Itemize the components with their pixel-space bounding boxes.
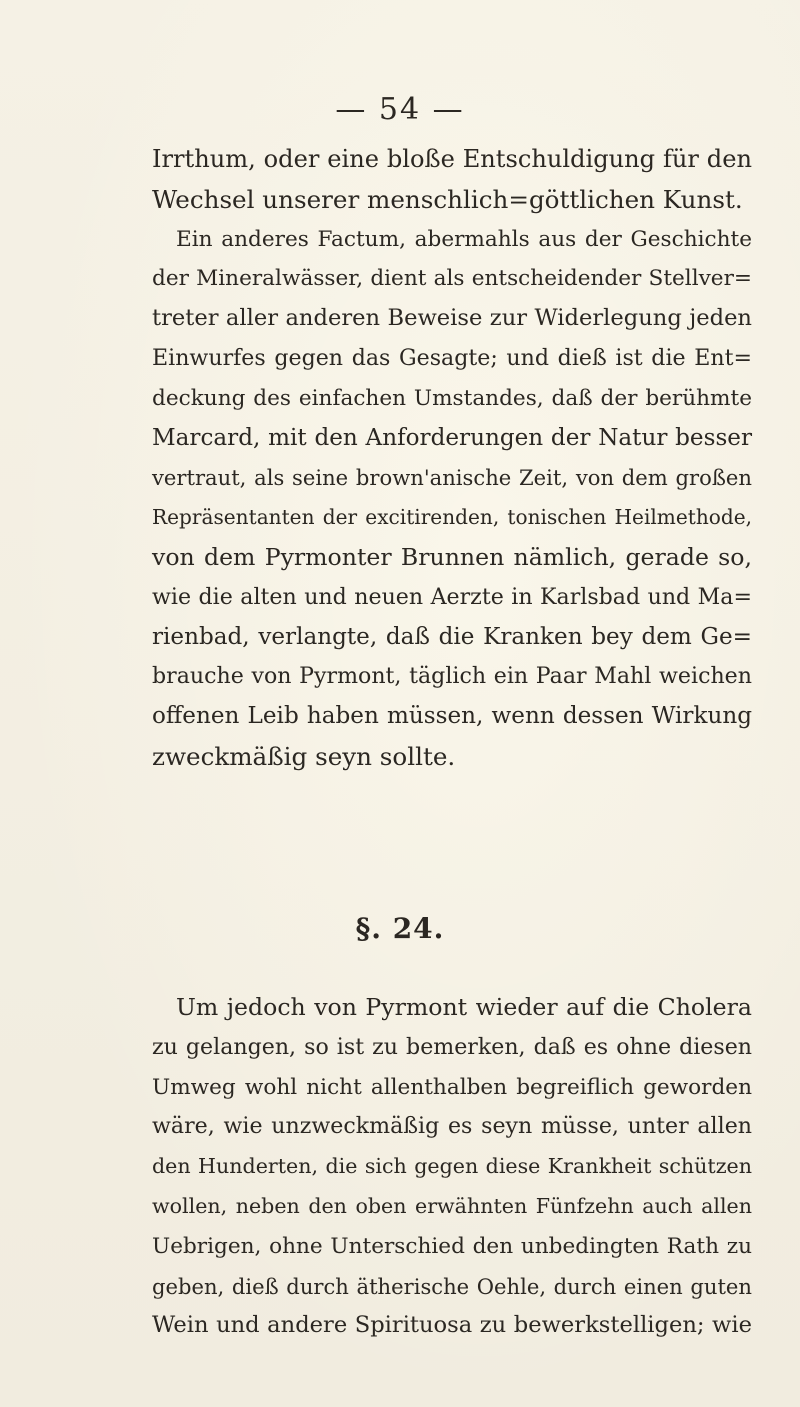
text-line: offenen Leib haben müssen, wenn dessen Wirkung [152, 703, 752, 730]
text-line: wäre, wie unzweckmäßig es seyn müsse, unter allen [152, 1113, 752, 1140]
section-heading: §. 24. [355, 912, 445, 945]
text-line: brauche von Pyrmont, täglich ein Paar Mahl weichen [152, 663, 752, 690]
text-line: der Mineralwässer, dient als entscheidender Stellver= [152, 266, 752, 292]
text-line: Einwurfes gegen das Gesagte; und dieß ist die Ent= [152, 344, 752, 371]
text-line: Um jedoch von Pyrmont wieder auf die Cholera [176, 993, 752, 1021]
text-line: Wechsel unserer menschlich=göttlichen Kunst. [152, 184, 743, 214]
text-line: Marcard, mit den Anforderungen der Natur besser [152, 424, 752, 451]
text-line: zu gelangen, so ist zu bemerken, daß es ohne diesen [152, 1033, 752, 1060]
page-number: — 54 — [335, 92, 465, 127]
text-line: vertraut, als seine brown'anische Zeit, von dem großen [152, 465, 752, 491]
text-line: den Hunderten, die sich gegen diese Krankheit schützen [152, 1154, 752, 1179]
text-line: wollen, neben den oben erwähnten Fünfzehn auch allen [152, 1193, 752, 1218]
text-line: Wein und andere Spirituosa zu bewerkstelligen; wie [152, 1312, 752, 1339]
text-line: von dem Pyrmonter Brunnen nämlich, gerade so, [152, 542, 752, 571]
text-line: Repräsentanten der excitirenden, tonischen Heilmethode, [152, 505, 752, 530]
text-line: Uebrigen, ohne Unterschied den unbedingten Rath zu [152, 1233, 752, 1259]
text-line: Irrthum, oder eine bloße Entschuldigung für den [152, 145, 752, 173]
text-line: Ein anderes Factum, abermahls aus der Geschichte [176, 226, 752, 252]
paragraph-2 [152, 988, 752, 1346]
text-line: rienbad, verlangte, daß die Kranken bey dem Ge= [152, 623, 752, 650]
text-line: geben, dieß durch ätherische Oehle, durch einen guten [152, 1273, 752, 1299]
text-line: wie die alten und neuen Aerzte in Karlsbad und Ma= [152, 583, 752, 610]
text-line: treter aller anderen Beweise zur Widerlegung jeden [152, 305, 752, 332]
text-line: deckung des einfachen Umstandes, daß der berühmte [152, 385, 752, 411]
text-line: zweckmäßig seyn sollte. [152, 741, 456, 771]
paragraph-1 [152, 140, 752, 777]
text-line: Umweg wohl nicht allenthalben begreiflich geworden [152, 1074, 752, 1100]
